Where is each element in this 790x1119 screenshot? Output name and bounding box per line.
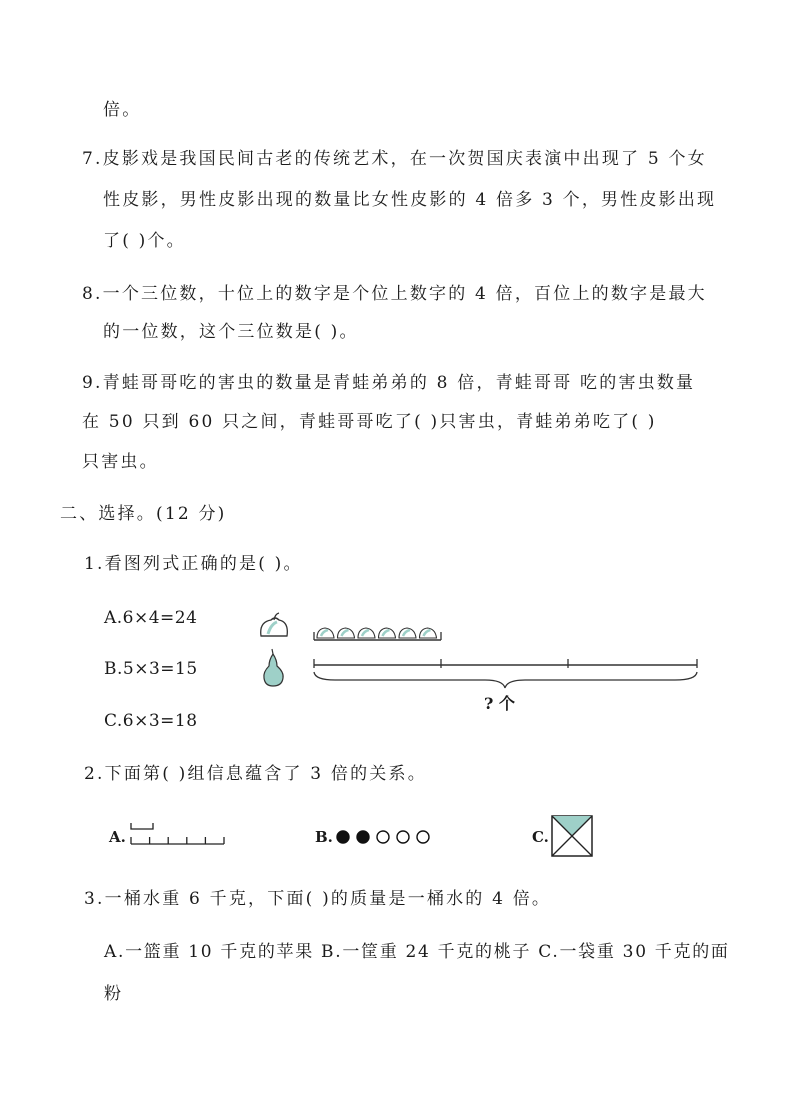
small-peach-icon xyxy=(358,628,375,638)
choice-1-option-a: A.6×4=24 xyxy=(104,608,198,628)
question-7-line-1: 7.皮影戏是我国民间古老的传统艺术，在一次贺国庆表演中出现了 5 个女 xyxy=(82,149,707,169)
peach-icon xyxy=(261,613,288,636)
filled-dot xyxy=(357,831,369,843)
question-9-line-1: 9.青蛙哥哥吃的害虫的数量是青蛙弟弟的 8 倍，青蛙哥哥 吃的害虫数量 xyxy=(82,373,696,393)
small-peach-icon xyxy=(420,628,437,638)
choice-3-options: A.一篮重 10 千克的苹果 B.一筐重 24 千克的桃子 C.一袋重 30 千克的面 xyxy=(104,942,730,962)
choice-3-options-end: 粉 xyxy=(104,984,124,1004)
question-8-line-2: 的一位数，这个三位数是( )。 xyxy=(103,322,359,342)
question-7-line-3: 了( )个。 xyxy=(103,231,186,251)
choice-2-option-a-label: A. xyxy=(109,828,126,846)
open-dot xyxy=(397,831,409,843)
choice-2-option-c-label: C. xyxy=(532,828,549,846)
question-9-line-2: 在 50 只到 60 只之间，青蛙哥哥吃了( )只害虫，青蛙弟弟吃了( ) xyxy=(82,412,657,432)
choice-question-2: 2.下面第( )组信息蕴含了 3 倍的关系。 xyxy=(84,764,427,784)
small-peaches-group xyxy=(317,628,437,638)
choice-question-3: 3.一桶水重 6 千克，下面( )的质量是一桶水的 4 倍。 xyxy=(84,889,552,909)
question-7-line-2: 性皮影，男性皮影出现的数量比女性皮影的 4 倍多 3 个，男性皮影出现 xyxy=(103,190,717,210)
long-bar-ticks xyxy=(131,837,224,844)
choice-1-option-b: B.5×3=15 xyxy=(104,659,198,679)
open-dot xyxy=(417,831,429,843)
continued-text: 倍。 xyxy=(103,100,142,120)
divided-square-figure xyxy=(551,815,595,859)
filled-dot xyxy=(337,831,349,843)
small-peach-icon xyxy=(338,628,355,638)
short-bar xyxy=(131,823,153,829)
question-9-line-3: 只害虫。 xyxy=(82,452,159,472)
choice-question-1: 1.看图列式正确的是( )。 xyxy=(84,554,303,574)
question-8-line-1: 8.一个三位数，十位上的数字是个位上数字的 4 倍，百位上的数字是最大 xyxy=(82,284,707,304)
dots-figure xyxy=(334,826,444,850)
choice-1-option-c: C.6×3=18 xyxy=(104,711,198,731)
total-brace xyxy=(314,672,697,688)
choice-2-option-b-label: B. xyxy=(315,828,333,846)
section-2-heading: 二、选择。(12 分) xyxy=(60,504,227,524)
diagram-question-label: ? 个 xyxy=(484,694,515,713)
open-dot xyxy=(377,831,389,843)
pear-icon xyxy=(264,649,283,686)
small-peach-icon xyxy=(317,628,334,638)
fruit-comparison-diagram xyxy=(255,610,705,730)
dots-row xyxy=(337,831,429,843)
small-peach-icon xyxy=(399,628,416,638)
small-peach-icon xyxy=(379,628,396,638)
short-long-bars-figure xyxy=(126,820,236,850)
